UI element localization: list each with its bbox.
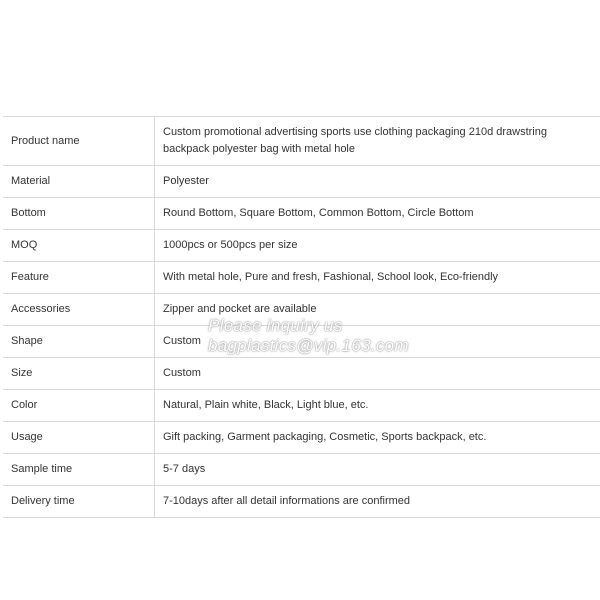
table-row bbox=[3, 230, 600, 262]
row-value: 5-7 days bbox=[155, 454, 600, 486]
watermark-line-2: bagplastics@vip.163.com bbox=[208, 336, 409, 355]
row-label: Size bbox=[3, 358, 155, 390]
row-label: Material bbox=[3, 166, 155, 198]
row-label: Product name bbox=[3, 117, 155, 166]
row-value: Round Bottom, Square Bottom, Common Bottom, Circle Bottom bbox=[155, 198, 600, 230]
table-row bbox=[3, 262, 600, 294]
row-value: 7-10days after all detail informations are confirmed bbox=[155, 486, 600, 518]
row-value: Custom promotional advertising sports use clothing packaging 210d drawstring backpack polyester bag with metal hole bbox=[155, 117, 600, 166]
spec-table bbox=[3, 116, 600, 518]
row-label: MOQ bbox=[3, 230, 155, 262]
watermark-line-1: Please inquiry us bbox=[208, 316, 343, 335]
row-value: Polyester bbox=[155, 166, 600, 198]
row-value: Natural, Plain white, Black, Light blue, etc. bbox=[155, 390, 600, 422]
table-row bbox=[3, 294, 600, 326]
row-value: Custom bbox=[155, 358, 600, 390]
table-row bbox=[3, 198, 600, 230]
row-label: Usage bbox=[3, 422, 155, 454]
table-row bbox=[3, 358, 600, 390]
row-label: Color bbox=[3, 390, 155, 422]
row-value: Zipper and pocket are available bbox=[155, 294, 600, 326]
table-row bbox=[3, 486, 600, 518]
row-label: Delivery time bbox=[3, 486, 155, 518]
row-value: With metal hole, Pure and fresh, Fashional, School look, Eco-friendly bbox=[155, 262, 600, 294]
row-value: 1000pcs or 500pcs per size bbox=[155, 230, 600, 262]
table-row bbox=[3, 166, 600, 198]
table-row bbox=[3, 422, 600, 454]
row-label: Feature bbox=[3, 262, 155, 294]
table-row bbox=[3, 326, 600, 358]
row-label: Shape bbox=[3, 326, 155, 358]
row-value: Gift packing, Garment packaging, Cosmetic, Sports backpack, etc. bbox=[155, 422, 600, 454]
row-value: Custom bbox=[155, 326, 600, 358]
row-label: Accessories bbox=[3, 294, 155, 326]
table-row bbox=[3, 117, 600, 166]
row-label: Sample time bbox=[3, 454, 155, 486]
row-label: Bottom bbox=[3, 198, 155, 230]
table-row bbox=[3, 454, 600, 486]
table-row bbox=[3, 390, 600, 422]
